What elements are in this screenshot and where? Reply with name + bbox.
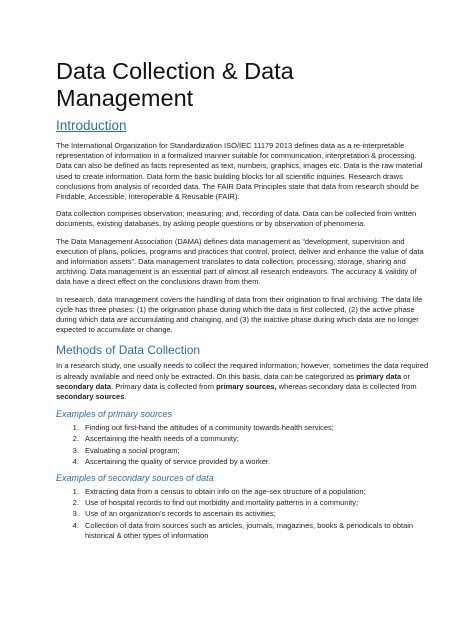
document-title: Data Collection & Data Management <box>56 58 294 111</box>
methods-heading: Methods of Data Collection <box>56 343 201 358</box>
secondary-data-term: secondary data <box>56 381 112 391</box>
list-item: 4. Collection of data from sources such as articles, journals, magazines, books & periodicals to obtain historical & other types of information <box>81 521 430 541</box>
intro-paragraph-4: In research, data management covers the handling of data from their origination to final archiving. The data life cycle has three phases: (1) the origination phase during which the data is first collected, (2) the active phase during which data are accumulating and changing, and (3) the inactive phase during which data are no longer expected to accumulate or change. <box>56 294 423 335</box>
methods-text-e: . <box>124 392 127 402</box>
primary-data-term: primary data <box>356 371 402 381</box>
list-item: 1. Extracting data from a census to obtain info on the age-sex structure of a population; <box>81 487 430 497</box>
list-item: 1. Finding out first-hand the attitudes of a community towards health services; <box>81 423 430 433</box>
intro-paragraph-3: The Data Management Association (DAMA) defines data management as “development, supervision and execution of plans, policies, programs and practices that control, protect, deliver and enhance the value of data and information assets”. Data management translates to data collection, processing, storage, sharing and archiving. Data management is an essential part of almost all research endeavors. The accuracy & validity of data have a direct effect on the conclusions drawn from them. <box>56 236 424 287</box>
methods-paragraph <box>56 361 430 402</box>
methods-text-a: In a research study, one usually needs to collect the required information; however, sometimes the data required is already available and need only be extracted. On this basis, data can be categorized as <box>56 361 429 381</box>
secondary-sources-term: secondary sources <box>56 392 125 402</box>
methods-text-d: whereas secondary data is collected from <box>276 381 417 391</box>
primary-sources-heading: Examples of primary sources <box>56 409 173 420</box>
methods-text-b: or <box>401 371 410 381</box>
intro-paragraph-1: The International Organization for Standardization ISO/IEC 11179 2013 defines data as a re-interpretable representation of information in a formalized manner suitable for communication, interpretation & processing. Data can also be defined as facts represented as text, numbers, graphics, images etc. Data is the raw material used to create information. Data form the basic building blocks for all scientific inquiries. Research draws conclusions from analysis of recorded data. The FAIR Data Principles state that data from research should be Findable, Accessible, Interoperable & Reusable (FAIR). <box>56 141 423 202</box>
primary-sources-term: primary sources, <box>216 381 277 391</box>
list-item: 4. Ascertaining the quality of service provided by a worker. <box>81 457 430 467</box>
secondary-sources-heading: Examples of secondary sources of data <box>56 473 214 484</box>
list-item: 2. Ascertaining the health needs of a community; <box>81 434 430 444</box>
secondary-sources-list <box>56 487 430 541</box>
primary-sources-list <box>56 423 430 467</box>
introduction-heading: Introduction <box>56 118 127 133</box>
methods-text-c: . Primary data is collected from <box>111 381 217 391</box>
list-item: 3. Use of an organization’s records to ascertain its activities; <box>81 509 430 519</box>
list-item: 2. Use of hospital records to find out morbidity and mortality patterns in a community; <box>81 498 430 508</box>
intro-paragraph-2: Data collection comprises observation; measuring; and, recording of data. Data can be collected from written documents, existing databases, by asking people questions or by observation of phenomena. <box>56 209 417 229</box>
list-item: 3. Evaluating a social program; <box>81 446 430 456</box>
